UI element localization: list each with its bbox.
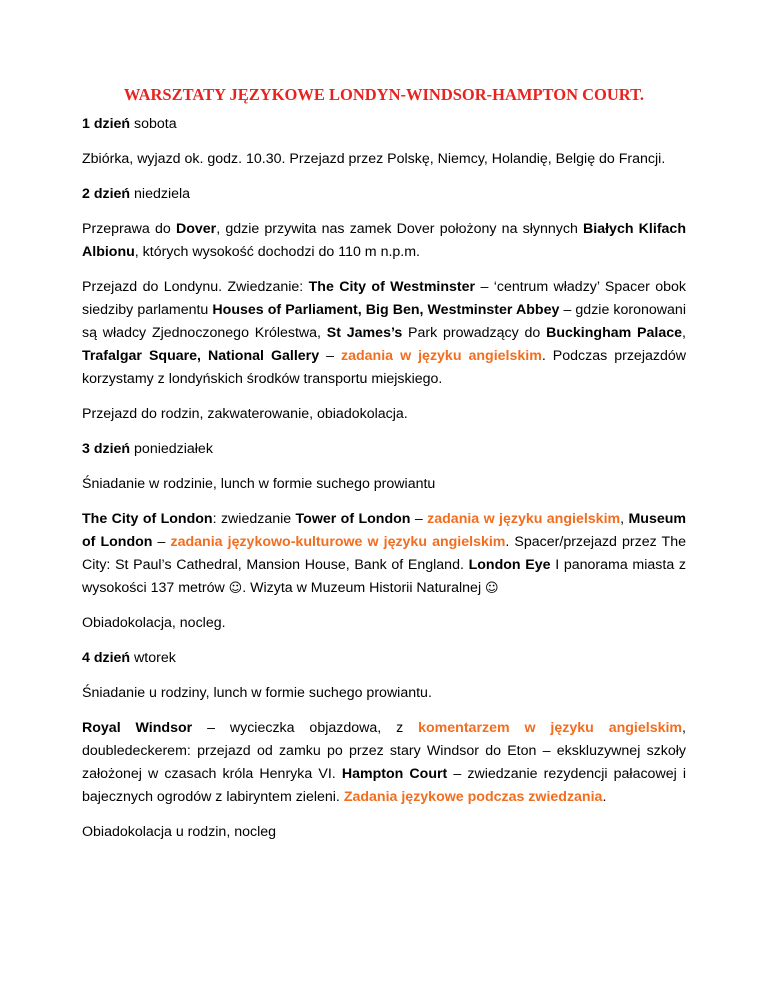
day2-heading-weekday: niedziela	[130, 186, 191, 202]
language-task-highlight: komentarzem w języku angielskim	[418, 720, 683, 736]
place-name: The City of Westminster	[308, 279, 476, 295]
smiley-icon: ☺	[228, 581, 243, 596]
text-run: I panorama miasta z wysokości 137 metrów	[82, 557, 686, 596]
place-name: Dover	[175, 221, 217, 237]
text-run: ,	[620, 511, 629, 527]
text-run: –	[410, 511, 428, 527]
day3-paragraph-city	[82, 508, 686, 600]
day2-heading-label: 2 dzień	[82, 186, 131, 202]
text-run: Przeprawa do	[82, 221, 176, 237]
language-task-highlight: zadania językowo-kulturowe w języku angielskim	[170, 534, 506, 550]
text-run: : zwiedzanie	[212, 511, 296, 527]
text-run: – ‘centrum władzy’ Spacer obok siedziby parlamentu	[82, 279, 687, 318]
day1-heading-weekday: sobota	[130, 116, 177, 132]
text-run: , doubledeckerem: przejazd od zamku po przez stary Windsor do Eton – ekskluzywnej szkoły założonej w czasach króla Henryka VI.	[82, 720, 686, 782]
document-title: WARSZTATY JĘZYKOWE LONDYN-WINDSOR-HAMPTON COURT.	[123, 85, 645, 104]
text-run: Park prowadzący do	[402, 325, 547, 341]
place-name: Trafalgar Square, National Gallery	[82, 348, 320, 364]
day4-paragraph-dinner: Obiadokolacja u rodzin, nocleg	[82, 824, 277, 840]
text-run: – zwiedzanie rezydencji pałacowej i bajecznych ogrodów z labiryntem zieleni.	[82, 766, 686, 805]
text-run: . Wizyta w Muzeum Historii Naturalnej	[242, 580, 486, 596]
text-run: , gdzie przywita nas zamek Dover położony na słynnych	[216, 221, 584, 237]
day4-heading	[82, 647, 686, 670]
text-run: –	[152, 534, 171, 550]
day1-paragraph: Zbiórka, wyjazd ok. godz. 10.30. Przejazd przez Polskę, Niemcy, Holandię, Belgię do Francji.	[82, 151, 666, 167]
document-page	[82, 84, 686, 856]
place-name: The City of London	[82, 511, 213, 527]
day4-heading-weekday: wtorek	[130, 650, 176, 666]
language-task-highlight: Zadania językowe podczas zwiedzania	[343, 789, 603, 805]
day4-paragraph-breakfast: Śniadanie u rodziny, lunch w formie suchego prowiantu.	[82, 685, 432, 701]
text-run: , których wysokość dochodzi do 110 m n.p.m.	[134, 244, 420, 260]
day3-heading	[82, 438, 686, 461]
language-task-highlight: zadania w języku angielskim	[341, 348, 542, 364]
day4-heading-label: 4 dzień	[82, 650, 131, 666]
text-run: . Spacer/przejazd przez The City: St Paul’s Cathedral, Mansion House, Bank of England.	[82, 534, 686, 573]
place-name: Buckingham Palace	[546, 325, 683, 341]
place-name: Houses of Parliament, Big Ben, Westminster Abbey	[212, 302, 560, 318]
day1-heading-label: 1 dzień	[82, 116, 131, 132]
smiley-icon: ☺	[485, 581, 499, 596]
language-task-highlight: zadania w języku angielskim	[427, 511, 621, 527]
day4-paragraph-windsor	[82, 717, 686, 809]
day2-paragraph-accommodation: Przejazd do rodzin, zakwaterowanie, obiadokolacja.	[82, 406, 408, 422]
day3-paragraph-dinner: Obiadokolacja, nocleg.	[82, 615, 226, 631]
text-run: – wycieczka objazdowa, z	[192, 720, 419, 736]
text-run: . Podczas przejazdów korzystamy z londyńskich środków transportu miejskiego.	[82, 348, 686, 387]
place-name: St James’s	[326, 325, 403, 341]
day3-paragraph-breakfast: Śniadanie w rodzinie, lunch w formie suchego prowiantu	[82, 476, 436, 492]
text-run: ,	[682, 325, 686, 341]
place-name: Royal Windsor	[82, 720, 193, 736]
place-name: Tower of London	[295, 511, 411, 527]
day1-heading	[82, 113, 686, 136]
place-name: Hampton Court	[341, 766, 448, 782]
day3-heading-weekday: poniedziałek	[130, 441, 213, 457]
day2-heading	[82, 183, 686, 206]
text-run: .	[602, 789, 607, 805]
place-name: London Eye	[468, 557, 551, 573]
text-run: –	[319, 348, 342, 364]
day2-paragraph-london	[82, 276, 686, 391]
day2-paragraph-dover	[82, 218, 686, 264]
day3-heading-label: 3 dzień	[82, 441, 131, 457]
text-run: Przejazd do Londynu. Zwiedzanie:	[82, 279, 309, 295]
text-run: – gdzie koronowani są władcy Zjednoczonego Królestwa,	[82, 302, 686, 341]
place-name: Museum of London	[82, 511, 687, 550]
place-name: Białych Klifach Albionu	[82, 221, 686, 260]
